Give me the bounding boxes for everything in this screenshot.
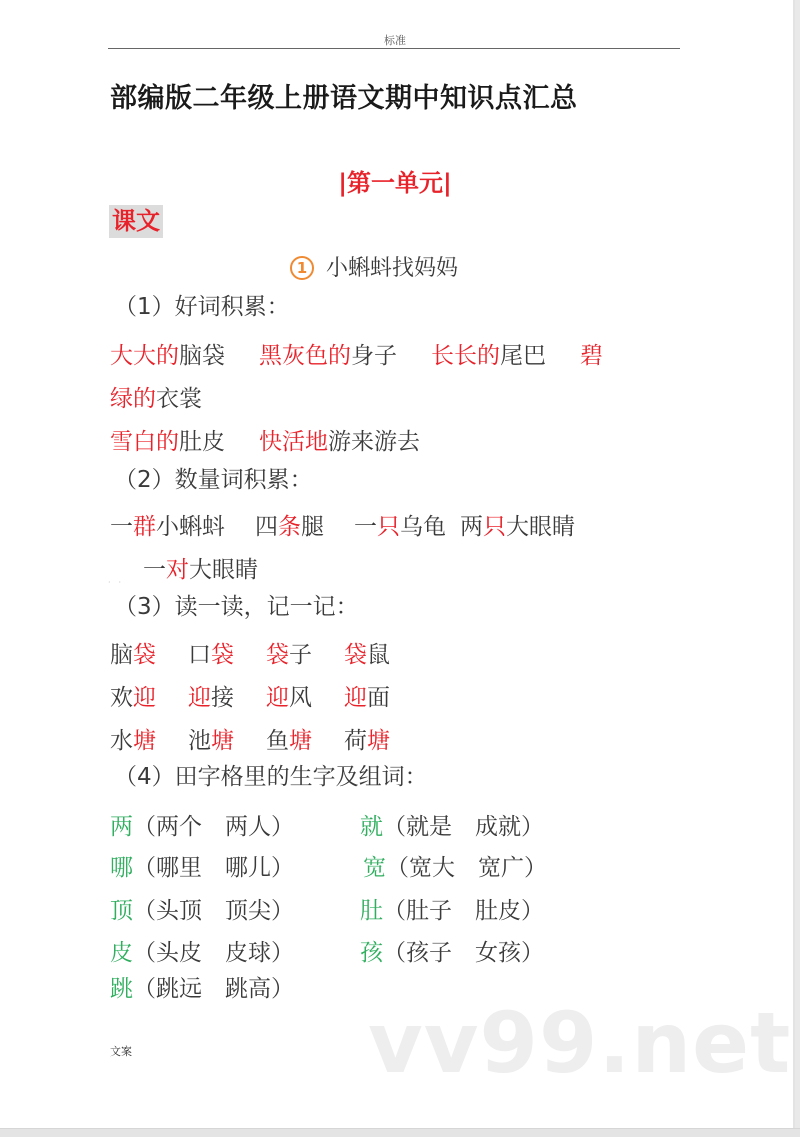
target-char: 迎 bbox=[188, 685, 211, 711]
word-group: （头顶 顶尖） bbox=[133, 898, 294, 924]
measure-word: 只 bbox=[483, 514, 506, 540]
part4-heading: （4）田字格里的生字及组词： bbox=[114, 764, 428, 790]
char: 风 bbox=[289, 685, 312, 711]
new-character: 宽 bbox=[363, 855, 386, 881]
phrase-noun: 尾巴 bbox=[500, 343, 546, 369]
phrase-modifier: 雪白的 bbox=[110, 429, 179, 455]
numeral: 一 bbox=[110, 514, 133, 540]
word-group: （头皮 皮球） bbox=[133, 940, 294, 966]
char: 子 bbox=[289, 642, 312, 668]
target-char: 迎 bbox=[266, 685, 289, 711]
char: 欢 bbox=[110, 685, 133, 711]
header-divider bbox=[108, 48, 680, 49]
word-group: （宽大 宽广） bbox=[386, 855, 547, 881]
phrase-modifier: 长长的 bbox=[431, 343, 500, 369]
part3-row bbox=[110, 640, 390, 670]
part1-line2 bbox=[110, 384, 202, 414]
circled-number-icon: 1 bbox=[290, 256, 314, 280]
new-character: 孩 bbox=[360, 940, 383, 966]
phrase-noun: 肚皮 bbox=[179, 429, 225, 455]
vocab-col2 bbox=[360, 812, 544, 842]
part1-line3 bbox=[110, 427, 420, 457]
vocab-col2 bbox=[360, 896, 544, 926]
vocab-row bbox=[110, 853, 547, 883]
phrase-modifier: 大大的 bbox=[110, 343, 179, 369]
phrase-modifier: 黑灰色的 bbox=[259, 343, 351, 369]
target-char: 袋 bbox=[133, 642, 156, 668]
phrase-modifier: 碧 bbox=[580, 343, 603, 369]
vocab-col2 bbox=[363, 853, 547, 883]
word-group: （肚子 肚皮） bbox=[383, 898, 544, 924]
phrase-noun: 衣裳 bbox=[156, 386, 202, 412]
word-group: （跳远 跳高） bbox=[133, 976, 294, 1002]
word-group: （哪里 哪儿） bbox=[133, 855, 294, 881]
new-character: 就 bbox=[360, 814, 383, 840]
char: 鼠 bbox=[367, 642, 390, 668]
vocab-col2 bbox=[360, 938, 544, 968]
part3-row bbox=[110, 726, 390, 756]
page-footer: 文案 bbox=[110, 1045, 132, 1058]
noun: 小蝌蚪 bbox=[156, 514, 225, 540]
measure-word: 对 bbox=[166, 557, 189, 583]
phrase-noun: 身子 bbox=[351, 343, 397, 369]
stray-marks: ·· bbox=[108, 578, 130, 587]
word-group: （就是 成就） bbox=[383, 814, 544, 840]
part3-heading: （3）读一读，记一记： bbox=[114, 594, 359, 620]
target-char: 塘 bbox=[211, 728, 234, 754]
watermark: vv99.net bbox=[368, 994, 792, 1092]
word-group: （两个 两人） bbox=[133, 814, 294, 840]
new-character: 哪 bbox=[110, 855, 133, 881]
numeral: 一 bbox=[143, 557, 166, 583]
noun: 大眼睛 bbox=[506, 514, 575, 540]
lesson-title bbox=[290, 251, 458, 282]
char: 鱼 bbox=[266, 728, 289, 754]
measure-word: 群 bbox=[133, 514, 156, 540]
target-char: 塘 bbox=[289, 728, 312, 754]
noun: 腿 bbox=[301, 514, 324, 540]
part2-line1 bbox=[110, 512, 575, 542]
char: 水 bbox=[110, 728, 133, 754]
target-char: 袋 bbox=[344, 642, 367, 668]
vocab-row bbox=[110, 938, 544, 968]
target-char: 塘 bbox=[133, 728, 156, 754]
char: 面 bbox=[367, 685, 390, 711]
vocab-row bbox=[110, 812, 544, 842]
measure-word: 条 bbox=[278, 514, 301, 540]
char: 荷 bbox=[344, 728, 367, 754]
new-character: 肚 bbox=[360, 898, 383, 924]
phrase-noun: 游来游去 bbox=[328, 429, 420, 455]
lesson-title-text: 小蝌蚪找妈妈 bbox=[326, 256, 459, 281]
target-char: 塘 bbox=[367, 728, 390, 754]
new-character: 顶 bbox=[110, 898, 133, 924]
noun: 乌龟 bbox=[400, 514, 446, 540]
numeral: 一 bbox=[354, 514, 377, 540]
page-bottom-edge bbox=[0, 1128, 800, 1137]
vocab-row bbox=[110, 974, 294, 1004]
char: 池 bbox=[188, 728, 211, 754]
part1-line1 bbox=[110, 341, 603, 371]
target-char: 袋 bbox=[211, 642, 234, 668]
new-character: 皮 bbox=[110, 940, 133, 966]
numeral: 四 bbox=[255, 514, 278, 540]
part3-row bbox=[110, 683, 390, 713]
page-header: 标准 bbox=[384, 34, 406, 47]
unit-title: |第一单元| bbox=[338, 169, 452, 197]
part1-heading: （1）好词积累： bbox=[114, 294, 290, 320]
char: 脑 bbox=[110, 642, 133, 668]
part2-line2 bbox=[143, 555, 258, 585]
phrase-noun: 脑袋 bbox=[179, 343, 225, 369]
word-group: （孩子 女孩） bbox=[383, 940, 544, 966]
vocab-row bbox=[110, 896, 544, 926]
new-character: 两 bbox=[110, 814, 133, 840]
numeral: 两 bbox=[460, 514, 483, 540]
phrase-modifier: 绿的 bbox=[110, 386, 156, 412]
noun: 大眼睛 bbox=[189, 557, 258, 583]
target-char: 迎 bbox=[344, 685, 367, 711]
target-char: 袋 bbox=[266, 642, 289, 668]
phrase-modifier: 快活地 bbox=[259, 429, 328, 455]
char: 接 bbox=[211, 685, 234, 711]
char: 口 bbox=[188, 642, 211, 668]
target-char: 迎 bbox=[133, 685, 156, 711]
section-label: 课文 bbox=[109, 205, 163, 238]
part2-heading: （2）数量词积累： bbox=[114, 467, 313, 493]
new-character: 跳 bbox=[110, 976, 133, 1002]
measure-word: 只 bbox=[377, 514, 400, 540]
page-title: 部编版二年级上册语文期中知识点汇总 bbox=[110, 83, 578, 114]
